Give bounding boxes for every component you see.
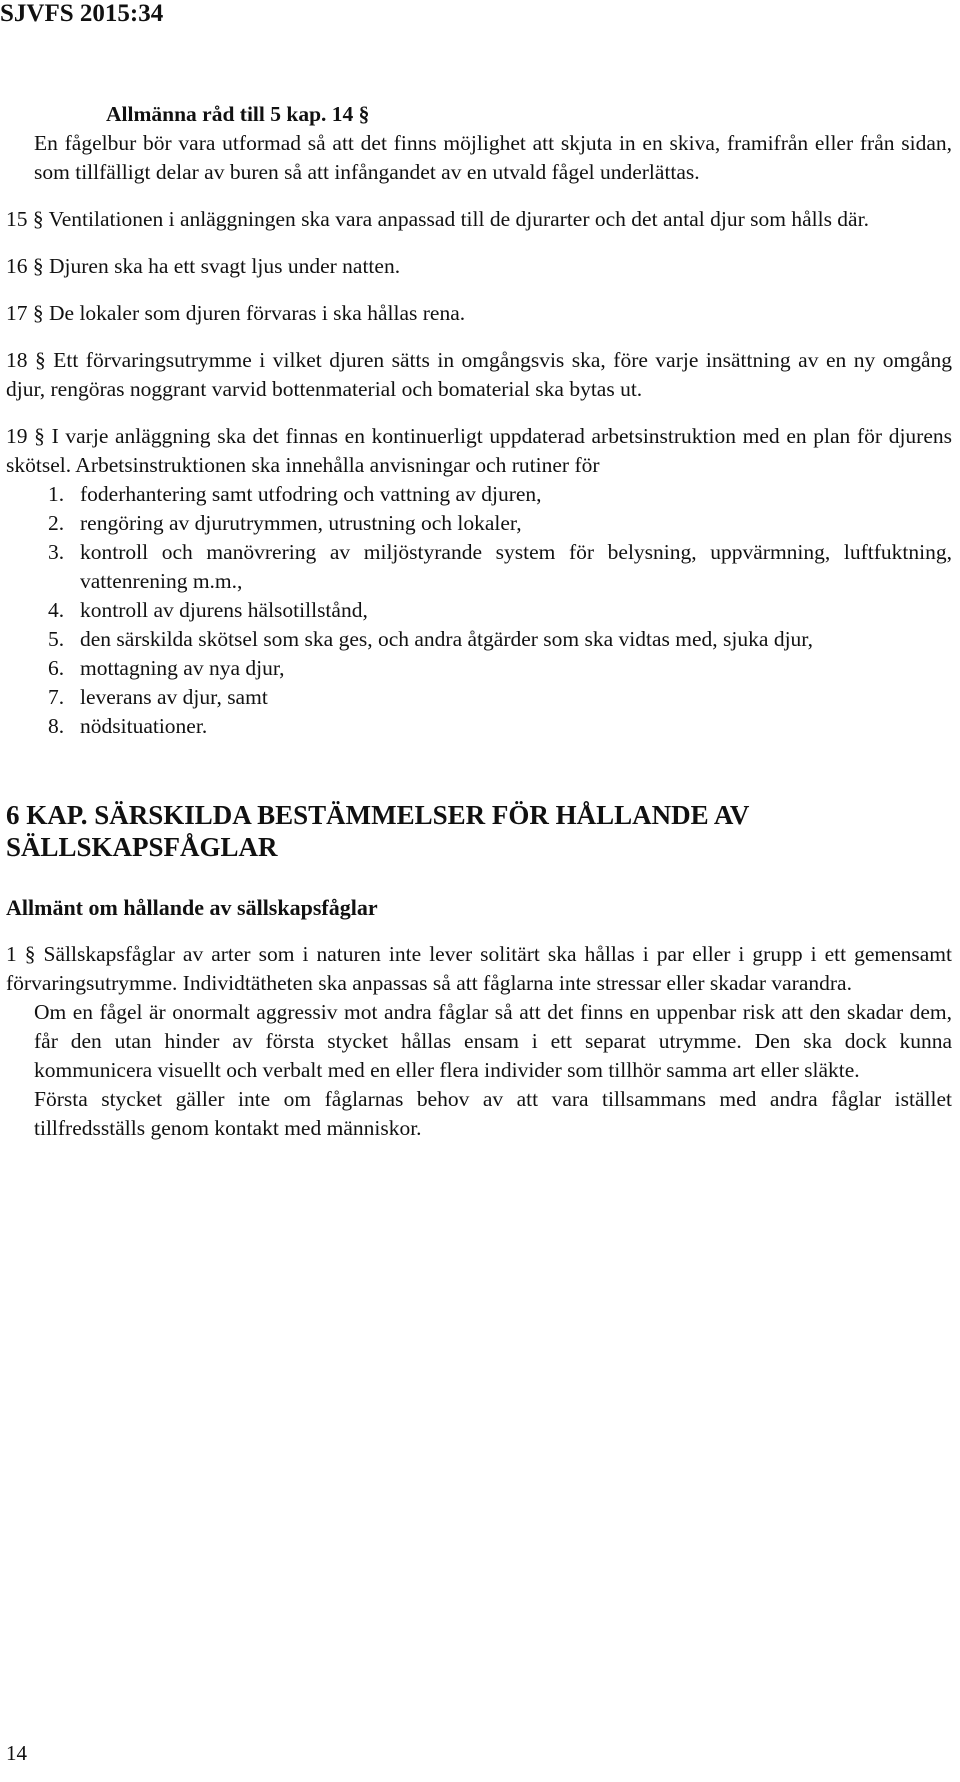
list-number: 8.	[48, 714, 65, 738]
list-item	[6, 654, 952, 683]
section-17: 17 § De lokaler som djuren förvaras i ska hållas rena.	[6, 301, 466, 325]
list-item	[6, 480, 952, 509]
advice-heading: Allmänna råd till 5 kap. 14 §	[106, 102, 370, 126]
list-number: 5.	[48, 627, 65, 651]
advice-paragraph: En fågelbur bör vara utformad så att det finns möjlighet att skjuta in en skiva, framifrån eller från sidan, som tillfälligt delar av buren så att infångandet av en utvald fågel underlättas.	[34, 131, 952, 184]
list-item	[6, 596, 952, 625]
list-text: foderhantering samt utfodring och vattning av djuren,	[80, 482, 542, 506]
section-18: 18 § Ett förvaringsutrymme i vilket djuren sätts in omgångsvis ska, före varje insättning av en ny omgång djur, rengöras noggrant varvid bottenmaterial och bomaterial ska bytas ut.	[6, 348, 952, 401]
chapter-paragraph-3: Första stycket gäller inte om fåglarnas behov av att vara tillsammans med andra fåglar istället tillfredsställs genom kontakt med människor.	[34, 1087, 952, 1140]
list-text: nödsituationer.	[80, 714, 208, 738]
page-number: 14	[6, 1741, 27, 1765]
section-19: 19 § I varje anläggning ska det finnas en kontinuerligt uppdaterad arbetsinstruktion med en plan för djurens skötsel. Arbetsinstruktionen ska innehålla anvisningar och rutiner för	[6, 424, 952, 477]
list-number: 4.	[48, 598, 65, 622]
chapter-paragraph-1: 1 § Sällskapsfåglar av arter som i naturen inte lever solitärt ska hållas i par eller i grupp i ett gemensamt förvaringsutrymme. Individtätheten ska anpassas så att fåglarna inte stressar eller skadar varandra.	[6, 942, 952, 995]
list-item	[6, 625, 952, 654]
list-text: leverans av djur, samt	[80, 685, 268, 709]
document-body	[6, 100, 952, 1143]
instruction-list	[6, 480, 952, 741]
list-text: mottagning av nya djur,	[80, 656, 285, 680]
chapter-subtitle: Allmänt om hållande av sällskapsfåglar	[6, 895, 378, 920]
document-reference: SJVFS 2015:34	[0, 0, 164, 27]
list-number: 1.	[48, 482, 65, 506]
list-number: 6.	[48, 656, 65, 680]
list-item	[6, 538, 952, 596]
list-text: kontroll och manövrering av miljöstyrande system för belysning, uppvärmning, luftfuktning, vattenrening m.m.,	[80, 540, 952, 593]
list-text: den särskilda skötsel som ska ges, och andra åtgärder som ska vidtas med, sjuka djur,	[80, 627, 813, 651]
list-text: rengöring av djurutrymmen, utrustning och lokaler,	[80, 511, 522, 535]
chapter-title: 6 KAP. SÄRSKILDA BESTÄMMELSER FÖR HÅLLANDE AV SÄLLSKAPSFÅGLAR	[6, 800, 749, 862]
section-15: 15 § Ventilationen i anläggningen ska vara anpassad till de djurarter och det antal djur som hålls där.	[6, 207, 869, 231]
list-text: kontroll av djurens hälsotillstånd,	[80, 598, 368, 622]
list-item	[6, 712, 952, 741]
chapter-paragraph-2: Om en fågel är onormalt aggressiv mot andra fåglar så att det finns en uppenbar risk att den skadar dem, får den utan hinder av första stycket hållas ensam i ett separat utrymme. Den ska dock kunna kommunicera visuellt och verbalt med en eller flera individer som tillhör samma art eller släkte.	[34, 1000, 952, 1082]
section-16: 16 § Djuren ska ha ett svagt ljus under natten.	[6, 254, 401, 278]
list-number: 2.	[48, 511, 65, 535]
list-number: 7.	[48, 685, 65, 709]
list-item	[6, 683, 952, 712]
list-number: 3.	[48, 540, 65, 564]
list-item	[6, 509, 952, 538]
